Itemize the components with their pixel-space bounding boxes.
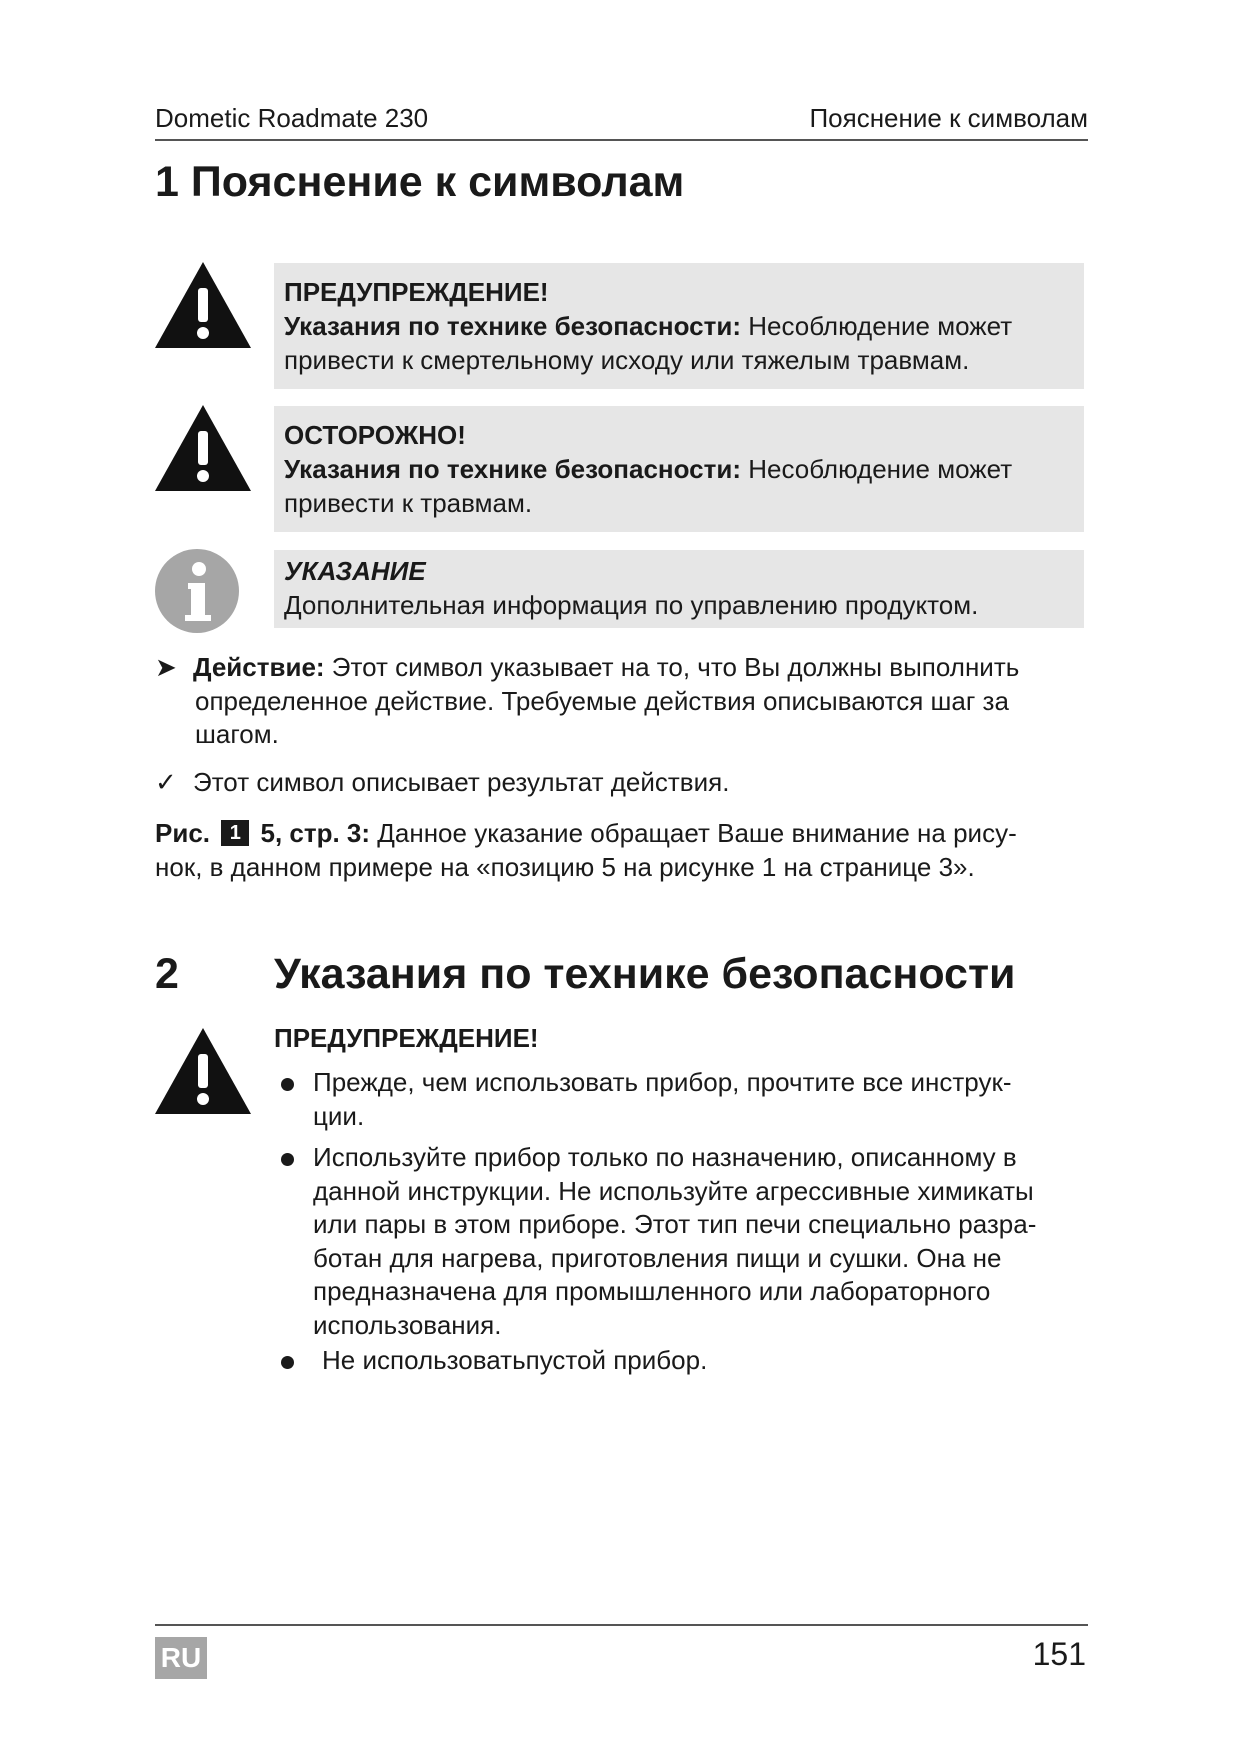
bullet-1-line-1: Прежде, чем использовать прибор, прочтите все инструк-: [313, 1067, 1012, 1097]
section-1-heading: 1 Пояснение к символам: [155, 158, 685, 206]
footer-rule: [155, 1624, 1088, 1626]
result-text: Этот символ описывает результат действия.: [193, 767, 730, 797]
bullet-2-line-6: использования.: [313, 1309, 502, 1340]
info-icon: [155, 549, 239, 633]
notice-box: [274, 550, 1084, 628]
checkmark-icon: ✓: [155, 767, 177, 797]
header-rule: [155, 139, 1088, 141]
action-paragraph: [193, 651, 1093, 752]
bullet-2-line-4: ботан для нагрева, приготовления пищи и сушки. Она не: [313, 1242, 1002, 1273]
warning-triangle-icon: [155, 262, 251, 348]
action-line-3: шагом.: [195, 719, 279, 749]
section-2-number: 2: [155, 950, 179, 998]
caution-text-2: привести к травмам.: [284, 488, 533, 518]
language-badge: RU: [155, 1637, 207, 1679]
notice-title: УКАЗАНИЕ: [284, 556, 426, 586]
header-product-name: Dometic Roadmate 230: [155, 103, 429, 133]
warning-text-2: привести к смертельному исходу или тяжелым травмам.: [284, 345, 970, 375]
figure-ref-line-1: Данное указание обращает Ваше внимание на рису-: [370, 818, 1017, 848]
notice-text: Дополнительная информация по управлению продуктом.: [284, 590, 979, 620]
bullet-icon: [281, 1078, 294, 1091]
figure-ref-line-2: нок, в данном примере на «позицию 5 на рисунке 1 на странице 3».: [155, 851, 975, 882]
caution-box: [274, 406, 1084, 532]
figure-ref-lead2: 5, стр. 3:: [260, 818, 371, 848]
bullet-2-line-5: предназначена для промышленного или лабораторного: [313, 1276, 991, 1306]
warning-title: ПРЕДУПРЕЖДЕНИЕ!: [284, 277, 549, 307]
caution-lead: Указания по технике безопасности:: [284, 454, 741, 484]
header-section-title: Пояснение к символам: [809, 103, 1088, 133]
figure-reference: [155, 817, 1095, 884]
figure-ref-lead: Рис.: [155, 818, 211, 848]
bullet-2-line-1: Используйте прибор только по назначению, описанному в: [313, 1142, 1017, 1172]
action-line-1: Этот символ указывает на то, что Вы должны выполнить: [324, 652, 1020, 682]
caution-triangle-icon: [155, 405, 251, 491]
safety-warning-triangle-icon: [155, 1028, 251, 1114]
bullet-item-1: [313, 1066, 1012, 1133]
section-2-title: Указания по технике безопасности: [274, 950, 1016, 998]
safety-warning-title: ПРЕДУПРЕЖДЕНИЕ!: [274, 1023, 539, 1053]
caution-title: ОСТОРОЖНО!: [284, 420, 466, 450]
action-line-2: определенное действие. Требуемые действия описываются шаг за: [195, 685, 1009, 716]
bullet-icon: [281, 1153, 294, 1166]
bullet-2-line-2: данной инструкции. Не используйте агрессивные химикаты: [313, 1175, 1034, 1206]
bullet-icon: [281, 1356, 294, 1369]
caution-text-1: Несоблюдение может: [740, 454, 1013, 484]
action-arrow-icon: ➤: [155, 652, 177, 682]
bullet-1-line-2: ции.: [313, 1100, 365, 1131]
page-number: 151: [1032, 1636, 1086, 1672]
bullet-item-3: [322, 1344, 707, 1378]
warning-text-1: Несоблюдение может: [740, 311, 1013, 341]
warning-lead: Указания по технике безопасности:: [284, 311, 741, 341]
warning-box: [274, 263, 1084, 389]
bullet-3-line-1: Не использоватьпустой прибор.: [322, 1345, 708, 1375]
bullet-item-2: [313, 1141, 1036, 1342]
figure-number-badge: 1: [221, 820, 249, 846]
bullet-2-line-3: или пары в этом приборе. Этот тип печи специально разра-: [313, 1209, 1037, 1239]
action-lead: Действие:: [193, 652, 325, 682]
